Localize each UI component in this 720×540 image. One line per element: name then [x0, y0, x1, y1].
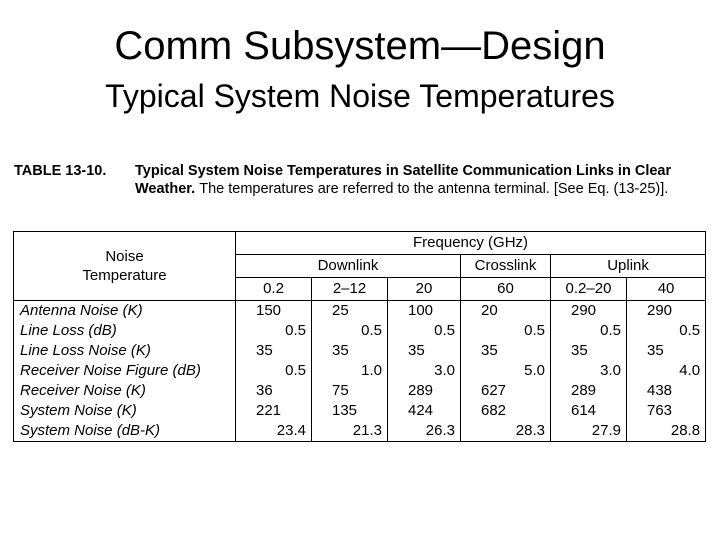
frequency-header: 0.2: [236, 278, 312, 301]
table-cell: 0.5: [236, 361, 312, 381]
frequency-header: 2–12: [312, 278, 388, 301]
caption-text: [135, 162, 710, 198]
band-header-uplink: Uplink: [551, 255, 706, 278]
table-cell: 28.3: [461, 421, 551, 442]
row-header-cell: [14, 232, 236, 301]
noise-temperature-table: [13, 231, 706, 442]
table-number: TABLE 13-10.: [14, 163, 107, 179]
caption-rest: The temperatures are referred to the antenna terminal. [See Eq. (13-25)].: [199, 181, 669, 197]
table-row: [14, 321, 706, 341]
row-label: System Noise (dB-K): [14, 421, 236, 442]
table-row: [14, 401, 706, 421]
row-label: System Noise (K): [14, 401, 236, 421]
frequency-header: 60: [461, 278, 551, 301]
table-cell: 26.3: [388, 421, 461, 442]
table-row: [14, 381, 706, 401]
table-row: [14, 341, 706, 361]
row-label: Receiver Noise (K): [14, 381, 236, 401]
table-cell: 35: [312, 341, 388, 361]
table-cell: 23.4: [236, 421, 312, 442]
table-cell: 35: [627, 341, 706, 361]
table-row: [14, 361, 706, 381]
table-cell: 763: [627, 401, 706, 421]
table-cell: 0.5: [461, 321, 551, 341]
table-cell: 5.0: [461, 361, 551, 381]
table-cell: 627: [461, 381, 551, 401]
table-cell: 150: [236, 301, 312, 322]
table-cell: 614: [551, 401, 627, 421]
table-cell: 290: [627, 301, 706, 322]
table-cell: 135: [312, 401, 388, 421]
table-cell: 3.0: [388, 361, 461, 381]
table-cell: 0.5: [551, 321, 627, 341]
table-cell: 0.5: [236, 321, 312, 341]
frequency-group-header: Frequency (GHz): [236, 232, 706, 255]
table-cell: 35: [388, 341, 461, 361]
frequency-header: 20: [388, 278, 461, 301]
frequency-header: 40: [627, 278, 706, 301]
table-cell: 20: [461, 301, 551, 322]
table-cell: 4.0: [627, 361, 706, 381]
table-cell: 221: [236, 401, 312, 421]
table-cell: 3.0: [551, 361, 627, 381]
table-cell: 28.8: [627, 421, 706, 442]
band-header-crosslink: Crosslink: [461, 255, 551, 278]
table-cell: 0.5: [312, 321, 388, 341]
table-row: [14, 421, 706, 442]
table-cell: 100: [388, 301, 461, 322]
table-cell: 1.0: [312, 361, 388, 381]
table-cell: 289: [551, 381, 627, 401]
table-cell: 35: [461, 341, 551, 361]
row-label: Receiver Noise Figure (dB): [14, 361, 236, 381]
table-cell: 25: [312, 301, 388, 322]
slide-title: Comm Subsystem—Design: [114, 24, 606, 68]
table-cell: 290: [551, 301, 627, 322]
table-row: [14, 301, 706, 322]
row-label: Line Loss (dB): [14, 321, 236, 341]
table-cell: 682: [461, 401, 551, 421]
table-cell: 438: [627, 381, 706, 401]
table-cell: 21.3: [312, 421, 388, 442]
table-cell: 27.9: [551, 421, 627, 442]
row-label: Line Loss Noise (K): [14, 341, 236, 361]
slide-subtitle: Typical System Noise Temperatures: [105, 78, 615, 114]
row-header-label: Noise Temperature: [82, 248, 167, 284]
table-cell: 0.5: [627, 321, 706, 341]
frequency-header: 0.2–20: [551, 278, 627, 301]
table-cell: 36: [236, 381, 312, 401]
caption-lead: Typical System Noise Temperatures in Satellite Communication Links in Clear Weather.: [135, 163, 672, 197]
band-header-downlink: Downlink: [236, 255, 461, 278]
table-cell: 75: [312, 381, 388, 401]
table-cell: 289: [388, 381, 461, 401]
table-cell: 424: [388, 401, 461, 421]
table-cell: 0.5: [388, 321, 461, 341]
table-cell: 35: [551, 341, 627, 361]
row-label: Antenna Noise (K): [14, 301, 236, 322]
table-cell: 35: [236, 341, 312, 361]
